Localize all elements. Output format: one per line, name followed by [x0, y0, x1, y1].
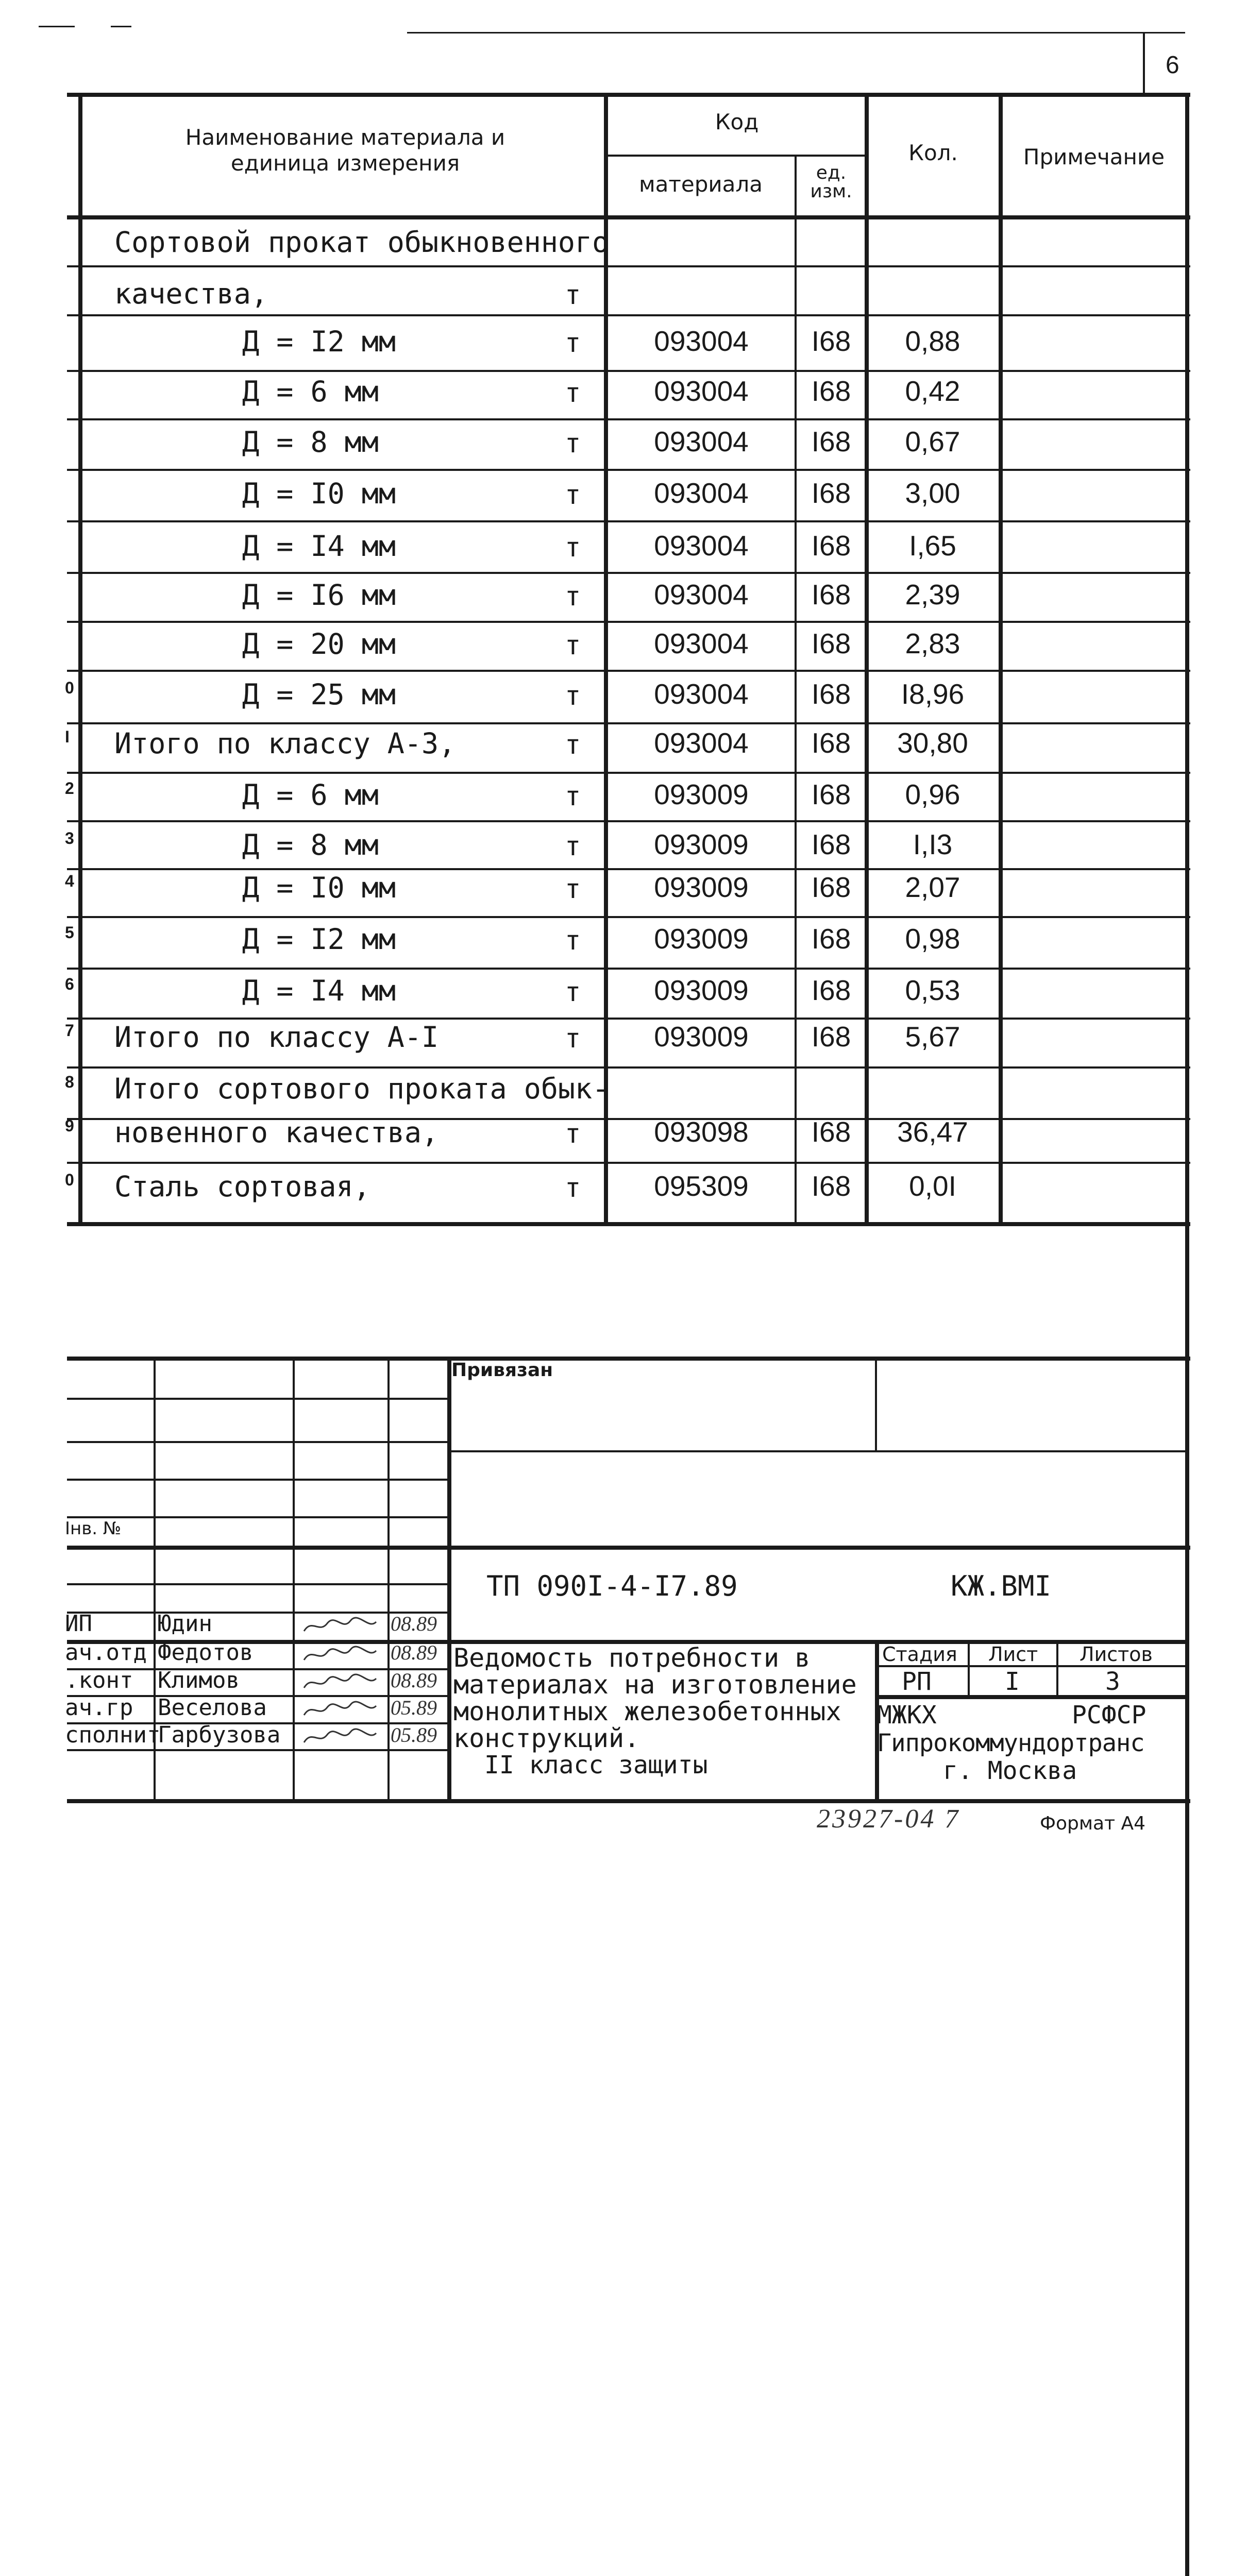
table-top-border [67, 93, 1190, 97]
quantity: 36,47 [897, 1116, 968, 1148]
row-number: I [65, 727, 70, 746]
material-name: Д = 6 мм [242, 375, 379, 408]
unit-code: I68 [811, 426, 851, 457]
document-code: ТП 090I-4-I7.89 [486, 1570, 738, 1602]
material-code: 093009 [654, 974, 749, 1006]
row-separator [67, 265, 1190, 267]
quantity: 3,00 [905, 477, 960, 509]
sheets-label: Листов [1080, 1643, 1153, 1666]
quantity: 0,0I [909, 1170, 956, 1202]
table-bottom-border [67, 1222, 1190, 1226]
unit-of-measure: т [565, 378, 581, 409]
corner-mark [111, 26, 131, 27]
tb-grid-line [67, 1749, 447, 1751]
signature-role: .конт [65, 1667, 133, 1693]
material-name: Сталь сортовая, [114, 1170, 370, 1203]
stage-label: Стадия [882, 1643, 957, 1666]
right-border [1185, 93, 1189, 2576]
unit-of-measure: т [565, 428, 581, 459]
row-separator [67, 868, 1190, 870]
unit-code: I68 [811, 1116, 851, 1148]
tb-bottom-line [67, 1799, 1190, 1803]
header-note: Примечание [1023, 144, 1165, 170]
code-subheader-line [604, 155, 867, 157]
header-code: Код [715, 109, 759, 134]
material-code: 093004 [654, 727, 749, 759]
signature-role: сполнит [65, 1722, 161, 1748]
city: г. Москва [943, 1756, 1077, 1785]
signature-name: Федотов [158, 1639, 254, 1666]
row-number: 0 [65, 1171, 74, 1189]
unit-code: I68 [811, 530, 851, 562]
material-code: 093004 [654, 530, 749, 562]
row-number: 8 [65, 1073, 74, 1091]
row-number: 5 [65, 923, 74, 942]
unit-code: I68 [811, 579, 851, 611]
signature-name: Гарбузова [158, 1722, 281, 1748]
material-name: Итого по классу А-3, [114, 727, 456, 760]
row-separator [67, 418, 1190, 420]
material-code: 093004 [654, 628, 749, 659]
unit-code: I68 [811, 727, 851, 759]
tb-main-divider [447, 1357, 451, 1799]
page-number: 6 [1166, 52, 1179, 79]
row-separator [67, 469, 1190, 471]
material-code: 093004 [654, 477, 749, 509]
unit-of-measure: т [565, 630, 581, 661]
header-code-material: материала [638, 172, 763, 197]
header-code-unit: ед. изм. [810, 162, 852, 202]
tb-grid-line [67, 1583, 447, 1585]
header-bottom-border [67, 215, 1190, 219]
handwritten-signature [301, 1616, 379, 1636]
handwritten-signature [301, 1727, 379, 1748]
unit-of-measure: т [565, 730, 581, 760]
unit-of-measure: т [565, 280, 581, 311]
header-qty: Кол. [908, 140, 958, 165]
header-name: Наименование материала и единица измерения [185, 125, 505, 176]
tb-grid-col [293, 1357, 295, 1799]
tb-grid-line [67, 1479, 447, 1481]
row-separator [67, 670, 1190, 672]
material-code: 095309 [654, 1170, 749, 1202]
quantity: I8,96 [901, 678, 965, 710]
material-name: Д = 20 мм [242, 628, 396, 660]
tb-grid-line [67, 1441, 447, 1443]
material-code: 093009 [654, 871, 749, 903]
quantity: 5,67 [905, 1021, 960, 1053]
material-name: Сортовой прокат обыкновенного [114, 226, 610, 259]
unit-of-measure: т [565, 581, 581, 612]
unit-code: I68 [811, 778, 851, 810]
sheet-value: I [1005, 1667, 1020, 1696]
row-number: 7 [65, 1021, 74, 1040]
format-label: Формат А4 [1040, 1813, 1146, 1834]
quantity: 2,07 [905, 871, 960, 903]
description-line: конструкций. [453, 1723, 640, 1753]
signature-role: ач.гр [65, 1694, 133, 1721]
row-number: 9 [65, 1116, 74, 1135]
row-number: 2 [65, 779, 74, 798]
material-name: Д = I2 мм [242, 325, 396, 358]
row-separator [67, 1162, 1190, 1164]
tb-grid-col [387, 1357, 390, 1799]
signature-date: 08.89 [391, 1669, 437, 1692]
quantity: 2,83 [905, 628, 960, 659]
quantity: 2,39 [905, 579, 960, 611]
material-code: 093009 [654, 923, 749, 955]
unit-code: I68 [811, 477, 851, 509]
material-code: 093004 [654, 678, 749, 710]
quantity: 0,53 [905, 974, 960, 1006]
material-name: новенного качества, [114, 1116, 439, 1149]
material-name: Д = I2 мм [242, 923, 396, 956]
handwritten-signature [301, 1700, 379, 1720]
unit-code: I68 [811, 871, 851, 903]
material-name: Д = I0 мм [242, 871, 396, 904]
unit-code: I68 [811, 1170, 851, 1202]
row-number: 6 [65, 975, 74, 993]
org-name: Гипрокоммундортранс [877, 1729, 1144, 1757]
unit-of-measure: т [565, 681, 581, 711]
material-code: 093004 [654, 375, 749, 407]
privyazan-label: Привязан [451, 1360, 553, 1381]
corner-mark [39, 26, 75, 27]
signature-name: Веселова [158, 1694, 267, 1721]
material-name: Итого по классу А-I [114, 1021, 439, 1054]
quantity: 30,80 [897, 727, 968, 759]
quantity: I,I3 [913, 828, 953, 860]
row-separator [67, 722, 1190, 724]
tb-code-top-line [67, 1546, 1190, 1550]
left-border [78, 93, 82, 1224]
material-code: 093004 [654, 426, 749, 457]
quantity: 0,67 [905, 426, 960, 457]
row-separator [67, 520, 1190, 522]
col-divider-unit [865, 93, 869, 1224]
col-divider-name [604, 93, 608, 1224]
material-code: 093009 [654, 1021, 749, 1053]
quantity: 0,42 [905, 375, 960, 407]
signature-name: Юдин [158, 1611, 212, 1637]
material-code: 093004 [654, 579, 749, 611]
frame-top-line [407, 32, 1185, 33]
row-separator [67, 314, 1190, 316]
col-divider-qty [999, 93, 1003, 1224]
row-separator [67, 820, 1190, 822]
row-number: 4 [65, 872, 74, 890]
sheet-code: КЖ.ВМI [951, 1570, 1052, 1602]
quantity: 0,98 [905, 923, 960, 955]
signature-date: 05.89 [391, 1696, 437, 1719]
row-separator [67, 1018, 1190, 1020]
signature-name: Климов [158, 1667, 240, 1693]
unit-of-measure: т [565, 532, 581, 563]
material-name: Д = 25 мм [242, 678, 396, 711]
row-separator [67, 968, 1190, 970]
material-name: Д = 8 мм [242, 426, 379, 459]
material-name: Д = 6 мм [242, 778, 379, 811]
unit-of-measure: т [565, 1118, 581, 1149]
tb-grid-line [67, 1516, 447, 1518]
tb-top-line [67, 1357, 1190, 1361]
protection-class: II класс защиты [484, 1751, 708, 1780]
unit-of-measure: т [565, 874, 581, 905]
description-line: материалах на изготовление [453, 1670, 857, 1700]
handwritten-signature [301, 1645, 379, 1665]
row-number: 3 [65, 829, 74, 848]
quantity: 0,88 [905, 325, 960, 357]
quantity: I,65 [909, 530, 956, 562]
material-name: Д = I0 мм [242, 477, 396, 510]
unit-of-measure: т [565, 781, 581, 812]
unit-of-measure: т [565, 977, 581, 1008]
signature-date: 05.89 [391, 1723, 437, 1747]
tb-grid-line [67, 1398, 447, 1400]
tb-sheet-col [1056, 1640, 1058, 1695]
sheets-value: 3 [1105, 1667, 1120, 1696]
signature-role: ач.отд [65, 1639, 147, 1666]
description-line: Ведомость потребности в [453, 1643, 811, 1673]
material-code: 093009 [654, 778, 749, 810]
unit-code: I68 [811, 1021, 851, 1053]
unit-of-measure: т [565, 1023, 581, 1054]
material-name: Д = I6 мм [242, 579, 396, 612]
signature-date: 08.89 [391, 1612, 437, 1635]
tb-privyazan-bottom [447, 1450, 1185, 1452]
material-code: 093004 [654, 325, 749, 357]
unit-code: I68 [811, 974, 851, 1006]
material-code: 093098 [654, 1116, 749, 1148]
unit-of-measure: т [565, 925, 581, 956]
stage-value: РП [902, 1667, 932, 1696]
row-separator [67, 621, 1190, 623]
unit-code: I68 [811, 828, 851, 860]
row-separator [67, 772, 1190, 774]
unit-of-measure: т [565, 831, 581, 862]
row-separator [67, 916, 1190, 918]
unit-code: I68 [811, 375, 851, 407]
org-republic: РСФСР [1072, 1701, 1146, 1730]
material-code: 093009 [654, 828, 749, 860]
description-line: монолитных железобетонных [453, 1697, 841, 1726]
unit-of-measure: т [565, 328, 581, 359]
material-name: Д = 8 мм [242, 828, 379, 861]
unit-code: I68 [811, 325, 851, 357]
signature-role: ИП [65, 1611, 92, 1637]
page-number-box-border [1143, 32, 1145, 93]
quantity: 0,96 [905, 778, 960, 810]
row-number: 0 [65, 679, 74, 697]
tb-privyazan-divider [875, 1357, 877, 1450]
handwritten-signature [301, 1672, 379, 1693]
row-separator [67, 1066, 1190, 1069]
unit-code: I68 [811, 678, 851, 710]
material-name: Д = I4 мм [242, 530, 396, 563]
unit-of-measure: т [565, 480, 581, 511]
inventory-number: 23927-04 7 [817, 1804, 960, 1834]
material-name: Д = I4 мм [242, 974, 396, 1007]
material-name: качества, [114, 277, 268, 310]
unit-code: I68 [811, 628, 851, 659]
inv-number-label: Інв. № [65, 1518, 122, 1539]
row-separator [67, 370, 1190, 372]
sheet-label: Лист [988, 1643, 1038, 1666]
unit-of-measure: т [565, 1173, 581, 1204]
unit-code: I68 [811, 923, 851, 955]
org-ministry: МЖКХ [877, 1701, 937, 1730]
row-separator [67, 572, 1190, 574]
tb-stage-col [968, 1640, 970, 1695]
signature-date: 08.89 [391, 1641, 437, 1664]
material-name: Итого сортового проката обык- [114, 1072, 610, 1105]
